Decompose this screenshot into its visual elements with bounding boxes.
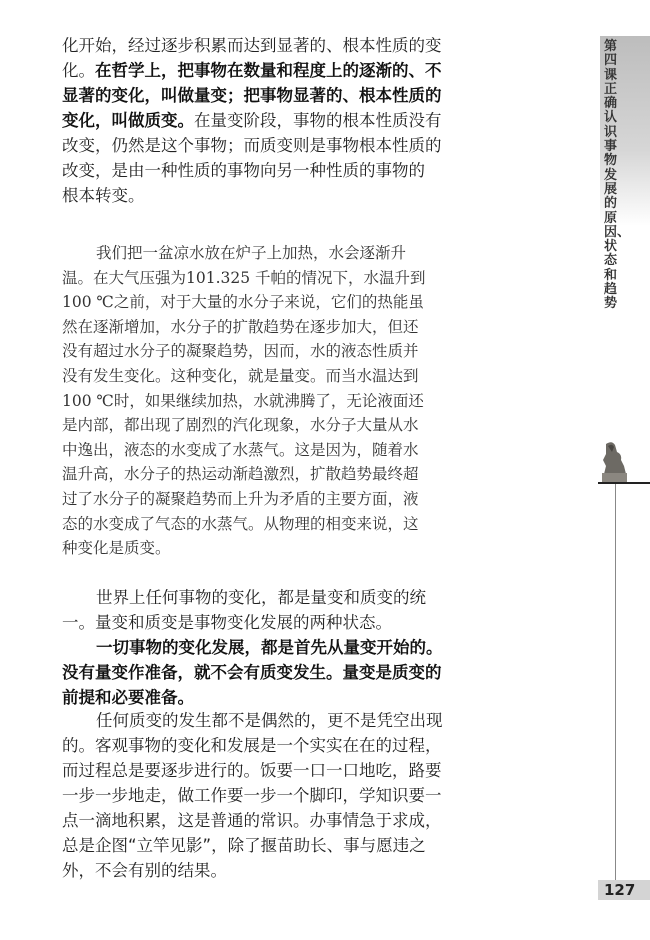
- text-line: [62, 413, 419, 438]
- text-segment: 温升高，水分子的热运动渐趋激烈，扩散趋势最终超: [62, 465, 419, 484]
- text-segment: 任何质变的发生都不是偶然的，更不是凭空出现: [96, 711, 443, 730]
- chapter-title: 第四课 正确认识事物发展的原因、状态和趋势: [604, 39, 631, 312]
- text-line: [62, 83, 442, 108]
- text-segment: 种变化是质变。: [62, 539, 171, 558]
- text-segment: 根本转变。: [62, 186, 145, 205]
- text-segment: 过了水分子的凝聚趋势而上升为矛盾的主要方面，液: [62, 489, 419, 508]
- text-line: [62, 364, 419, 389]
- text-segment: 温。在大气压强为101.325 千帕的情况下，水温升到: [62, 268, 426, 287]
- text-line: [62, 438, 419, 463]
- text-line: [62, 158, 425, 183]
- text-segment: 化开始，经过逐步积累而达到显著的、根本性质的变: [62, 36, 442, 55]
- text-line: [62, 462, 419, 487]
- text-segment: 100 ℃之前，对于大量的水分子来说，它们的热能虽: [62, 293, 424, 312]
- text-line: [62, 389, 424, 414]
- text-line: [62, 660, 442, 685]
- text-segment: 我们把一盆凉水放在炉子上加热，水会逐渐升: [96, 244, 407, 262]
- text-line: [62, 758, 442, 783]
- text-line: [62, 858, 390, 883]
- text-line: [62, 266, 426, 291]
- text-line: [62, 833, 426, 858]
- text-line: [62, 585, 426, 610]
- text-line: [62, 58, 442, 83]
- thinker-statue-icon: [600, 440, 628, 482]
- bold-text: 一切事物的变化发展，都是首先从量变开始的。: [96, 638, 443, 657]
- paragraph: [62, 585, 426, 635]
- page-number: 127: [598, 880, 650, 900]
- text-line: [62, 708, 443, 733]
- text-segment: 改变，仍然是这个事物；而质变则是事物根本性质的: [62, 136, 442, 155]
- text-segment: 态的水变成了气态的水蒸气。从物理的相变来说，这: [62, 514, 419, 533]
- text-segment: 点一滴地积累，这是普通的常识。办事情急于求成，: [62, 811, 442, 830]
- text-segment: 中逸出，液态的水变成了水蒸气。这是因为，随着水: [62, 440, 419, 459]
- text-segment: 而过程总是要逐步进行的。饭要一口一口地吃，路要: [62, 761, 442, 780]
- text-segment: 然在逐渐增加，水分子的扩散趋势在逐步加大，但还: [62, 317, 419, 336]
- text-line: [62, 339, 419, 364]
- text-segment: 没有超过水分子的凝聚趋势，因而，水的液态性质并: [62, 342, 419, 361]
- text-line: [62, 733, 442, 758]
- paragraph: [62, 635, 443, 710]
- text-line: [62, 241, 407, 266]
- paragraph: [62, 241, 426, 561]
- text-line: [62, 635, 443, 660]
- text-segment: 改变，是由一种性质的事物向另一种性质的事物的: [62, 161, 425, 180]
- text-segment: 世界上任何事物的变化，都是量变和质变的统: [96, 588, 426, 607]
- text-segment: 一步一步地走，做工作要一步一个脚印，学知识要一: [62, 786, 442, 805]
- text-segment: 化。: [62, 61, 95, 80]
- text-segment: 总是企图“立竿见影”，除了揠苗助长、事与愿违之: [62, 836, 426, 855]
- text-line: [62, 512, 419, 537]
- text-line: [62, 183, 390, 208]
- text-segment: 100 ℃时，如果继续加热，水就沸腾了，无论液面还: [62, 391, 424, 410]
- text-line: [62, 610, 390, 635]
- text-segment: 没有发生变化。这种变化，就是量变。而当水温达到: [62, 366, 419, 385]
- text-line: [62, 290, 424, 315]
- bold-text: 显著的变化，叫做量变；把事物显著的、根本性质的: [62, 86, 442, 105]
- text-line: [62, 315, 419, 340]
- text-line: [62, 808, 442, 833]
- bold-text: 没有量变作准备，就不会有质变发生。量变是质变的: [62, 663, 442, 682]
- sidebar-rule: [598, 482, 650, 484]
- text-segment: 是内部，都出现了剧烈的汽化现象，水分子大量从水: [62, 416, 419, 435]
- paragraph: [62, 33, 442, 208]
- text-line: [62, 33, 442, 58]
- paragraph: [62, 708, 443, 883]
- text-segment: 外，不会有别的结果。: [62, 861, 227, 880]
- bold-text: 前提和必要准备。: [62, 688, 194, 707]
- text-segment: 的。客观事物的变化和发展是一个实实在在的过程，: [62, 736, 442, 755]
- text-segment: 在量变阶段，事物的根本性质没有: [194, 111, 442, 130]
- bold-text: 在哲学上，把事物在数量和程度上的逐渐的、不: [95, 61, 442, 80]
- bold-text: 变化，叫做质变。: [62, 111, 194, 130]
- text-line: [62, 133, 442, 158]
- text-line: [62, 108, 442, 133]
- text-line: [62, 536, 390, 561]
- text-line: [62, 783, 442, 808]
- sidebar-vertical-rule: [615, 484, 616, 880]
- text-line: [62, 685, 390, 710]
- text-segment: 一。量变和质变是事物变化发展的两种状态。: [62, 613, 392, 632]
- text-line: [62, 487, 419, 512]
